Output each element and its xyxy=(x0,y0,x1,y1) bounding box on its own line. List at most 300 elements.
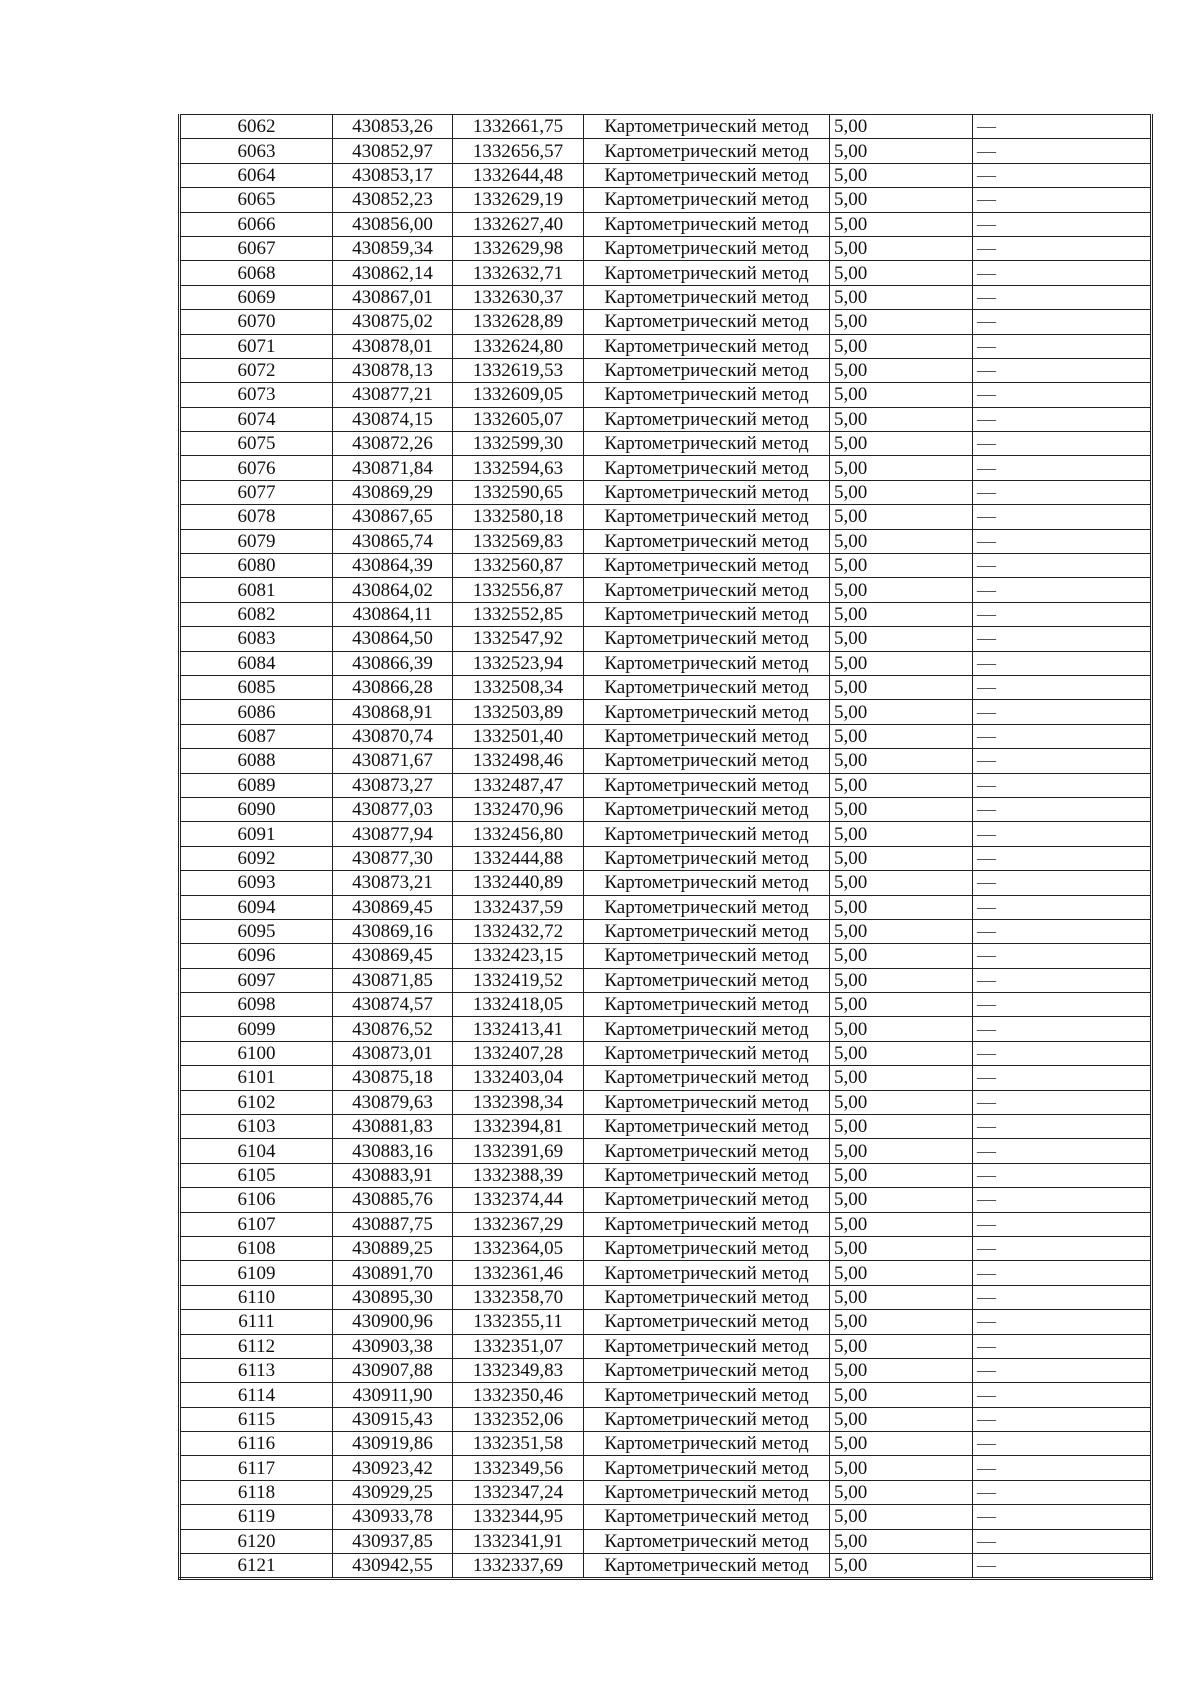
method-cell: Картометрический метод xyxy=(584,1456,830,1480)
y-coordinate-cell: 1332344,95 xyxy=(453,1505,584,1529)
point-number-cell: 6111 xyxy=(180,1310,333,1334)
note-cell: — xyxy=(973,163,1152,187)
x-coordinate-cell: 430887,75 xyxy=(333,1212,453,1236)
method-cell: Картометрический метод xyxy=(584,1115,830,1139)
point-number-cell: 6089 xyxy=(180,773,333,797)
method-cell: Картометрический метод xyxy=(584,1505,830,1529)
note-cell: — xyxy=(973,1188,1152,1212)
x-coordinate-cell: 430872,26 xyxy=(333,432,453,456)
method-cell: Картометрический метод xyxy=(584,139,830,163)
accuracy-cell: 5,00 xyxy=(830,212,973,236)
table-row xyxy=(180,139,1152,163)
note-cell: — xyxy=(973,1554,1152,1579)
x-coordinate-cell: 430864,39 xyxy=(333,554,453,578)
accuracy-cell: 5,00 xyxy=(830,236,973,260)
table-row xyxy=(180,1383,1152,1407)
y-coordinate-cell: 1332523,94 xyxy=(453,651,584,675)
table-row xyxy=(180,1066,1152,1090)
table-row xyxy=(180,1529,1152,1553)
y-coordinate-cell: 1332628,89 xyxy=(453,310,584,334)
point-number-cell: 6069 xyxy=(180,285,333,309)
y-coordinate-cell: 1332609,05 xyxy=(453,383,584,407)
point-number-cell: 6110 xyxy=(180,1285,333,1309)
y-coordinate-cell: 1332656,57 xyxy=(453,139,584,163)
table-row xyxy=(180,1456,1152,1480)
y-coordinate-cell: 1332661,75 xyxy=(453,115,584,139)
x-coordinate-cell: 430903,38 xyxy=(333,1334,453,1358)
accuracy-cell: 5,00 xyxy=(830,1432,973,1456)
x-coordinate-cell: 430877,94 xyxy=(333,822,453,846)
point-number-cell: 6068 xyxy=(180,261,333,285)
accuracy-cell: 5,00 xyxy=(830,578,973,602)
point-number-cell: 6066 xyxy=(180,212,333,236)
accuracy-cell: 5,00 xyxy=(830,846,973,870)
accuracy-cell: 5,00 xyxy=(830,1090,973,1114)
method-cell: Картометрический метод xyxy=(584,822,830,846)
note-cell: — xyxy=(973,627,1152,651)
note-cell: — xyxy=(973,407,1152,431)
accuracy-cell: 5,00 xyxy=(830,456,973,480)
coordinates-table-body xyxy=(180,115,1152,1579)
table-row xyxy=(180,1139,1152,1163)
method-cell: Картометрический метод xyxy=(584,1261,830,1285)
accuracy-cell: 5,00 xyxy=(830,115,973,139)
note-cell: — xyxy=(973,285,1152,309)
x-coordinate-cell: 430911,90 xyxy=(333,1383,453,1407)
point-number-cell: 6095 xyxy=(180,919,333,943)
point-number-cell: 6079 xyxy=(180,529,333,553)
x-coordinate-cell: 430856,00 xyxy=(333,212,453,236)
table-row xyxy=(180,773,1152,797)
y-coordinate-cell: 1332388,39 xyxy=(453,1163,584,1187)
table-row xyxy=(180,115,1152,139)
note-cell: — xyxy=(973,212,1152,236)
method-cell: Картометрический метод xyxy=(584,480,830,504)
table-row xyxy=(180,163,1152,187)
method-cell: Картометрический метод xyxy=(584,1017,830,1041)
point-number-cell: 6101 xyxy=(180,1066,333,1090)
method-cell: Картометрический метод xyxy=(584,432,830,456)
x-coordinate-cell: 430900,96 xyxy=(333,1310,453,1334)
x-coordinate-cell: 430867,65 xyxy=(333,505,453,529)
note-cell: — xyxy=(973,895,1152,919)
point-number-cell: 6096 xyxy=(180,944,333,968)
note-cell: — xyxy=(973,749,1152,773)
note-cell: — xyxy=(973,1236,1152,1260)
table-row xyxy=(180,1261,1152,1285)
x-coordinate-cell: 430933,78 xyxy=(333,1505,453,1529)
point-number-cell: 6108 xyxy=(180,1236,333,1260)
y-coordinate-cell: 1332432,72 xyxy=(453,919,584,943)
accuracy-cell: 5,00 xyxy=(830,529,973,553)
method-cell: Картометрический метод xyxy=(584,358,830,382)
y-coordinate-cell: 1332632,71 xyxy=(453,261,584,285)
note-cell: — xyxy=(973,115,1152,139)
accuracy-cell: 5,00 xyxy=(830,1456,973,1480)
y-coordinate-cell: 1332355,11 xyxy=(453,1310,584,1334)
x-coordinate-cell: 430883,16 xyxy=(333,1139,453,1163)
table-row xyxy=(180,968,1152,992)
method-cell: Картометрический метод xyxy=(584,188,830,212)
x-coordinate-cell: 430876,52 xyxy=(333,1017,453,1041)
point-number-cell: 6100 xyxy=(180,1041,333,1065)
accuracy-cell: 5,00 xyxy=(830,773,973,797)
x-coordinate-cell: 430864,02 xyxy=(333,578,453,602)
accuracy-cell: 5,00 xyxy=(830,675,973,699)
note-cell: — xyxy=(973,456,1152,480)
accuracy-cell: 5,00 xyxy=(830,1188,973,1212)
method-cell: Картометрический метод xyxy=(584,554,830,578)
point-number-cell: 6107 xyxy=(180,1212,333,1236)
accuracy-cell: 5,00 xyxy=(830,358,973,382)
y-coordinate-cell: 1332501,40 xyxy=(453,724,584,748)
x-coordinate-cell: 430862,14 xyxy=(333,261,453,285)
accuracy-cell: 5,00 xyxy=(830,1310,973,1334)
note-cell: — xyxy=(973,1310,1152,1334)
table-row xyxy=(180,1017,1152,1041)
method-cell: Картометрический метод xyxy=(584,1554,830,1579)
x-coordinate-cell: 430852,23 xyxy=(333,188,453,212)
note-cell: — xyxy=(973,968,1152,992)
x-coordinate-cell: 430852,97 xyxy=(333,139,453,163)
method-cell: Картометрический метод xyxy=(584,456,830,480)
point-number-cell: 6072 xyxy=(180,358,333,382)
note-cell: — xyxy=(973,846,1152,870)
x-coordinate-cell: 430881,83 xyxy=(333,1115,453,1139)
y-coordinate-cell: 1332630,37 xyxy=(453,285,584,309)
method-cell: Картометрический метод xyxy=(584,1041,830,1065)
table-row xyxy=(180,554,1152,578)
note-cell: — xyxy=(973,1139,1152,1163)
point-number-cell: 6113 xyxy=(180,1358,333,1382)
accuracy-cell: 5,00 xyxy=(830,1163,973,1187)
point-number-cell: 6073 xyxy=(180,383,333,407)
point-number-cell: 6115 xyxy=(180,1407,333,1431)
accuracy-cell: 5,00 xyxy=(830,432,973,456)
accuracy-cell: 5,00 xyxy=(830,383,973,407)
accuracy-cell: 5,00 xyxy=(830,554,973,578)
x-coordinate-cell: 430866,28 xyxy=(333,675,453,699)
accuracy-cell: 5,00 xyxy=(830,1261,973,1285)
accuracy-cell: 5,00 xyxy=(830,310,973,334)
point-number-cell: 6080 xyxy=(180,554,333,578)
accuracy-cell: 5,00 xyxy=(830,651,973,675)
x-coordinate-cell: 430942,55 xyxy=(333,1554,453,1579)
method-cell: Картометрический метод xyxy=(584,1285,830,1309)
table-row xyxy=(180,675,1152,699)
method-cell: Картометрический метод xyxy=(584,700,830,724)
table-row xyxy=(180,578,1152,602)
accuracy-cell: 5,00 xyxy=(830,822,973,846)
table-row xyxy=(180,797,1152,821)
method-cell: Картометрический метод xyxy=(584,993,830,1017)
x-coordinate-cell: 430891,70 xyxy=(333,1261,453,1285)
method-cell: Картометрический метод xyxy=(584,505,830,529)
accuracy-cell: 5,00 xyxy=(830,285,973,309)
x-coordinate-cell: 430853,26 xyxy=(333,115,453,139)
method-cell: Картометрический метод xyxy=(584,407,830,431)
note-cell: — xyxy=(973,797,1152,821)
y-coordinate-cell: 1332508,34 xyxy=(453,675,584,699)
note-cell: — xyxy=(973,310,1152,334)
x-coordinate-cell: 430867,01 xyxy=(333,285,453,309)
x-coordinate-cell: 430864,11 xyxy=(333,602,453,626)
y-coordinate-cell: 1332423,15 xyxy=(453,944,584,968)
method-cell: Картометрический метод xyxy=(584,310,830,334)
table-row xyxy=(180,1554,1152,1579)
note-cell: — xyxy=(973,236,1152,260)
x-coordinate-cell: 430923,42 xyxy=(333,1456,453,1480)
table-row xyxy=(180,505,1152,529)
method-cell: Картометрический метод xyxy=(584,115,830,139)
method-cell: Картометрический метод xyxy=(584,212,830,236)
x-coordinate-cell: 430864,50 xyxy=(333,627,453,651)
point-number-cell: 6086 xyxy=(180,700,333,724)
accuracy-cell: 5,00 xyxy=(830,1529,973,1553)
point-number-cell: 6119 xyxy=(180,1505,333,1529)
method-cell: Картометрический метод xyxy=(584,334,830,358)
method-cell: Картометрический метод xyxy=(584,749,830,773)
accuracy-cell: 5,00 xyxy=(830,163,973,187)
y-coordinate-cell: 1332407,28 xyxy=(453,1041,584,1065)
y-coordinate-cell: 1332437,59 xyxy=(453,895,584,919)
method-cell: Картометрический метод xyxy=(584,919,830,943)
note-cell: — xyxy=(973,1383,1152,1407)
accuracy-cell: 5,00 xyxy=(830,1041,973,1065)
y-coordinate-cell: 1332361,46 xyxy=(453,1261,584,1285)
table-row xyxy=(180,1115,1152,1139)
accuracy-cell: 5,00 xyxy=(830,480,973,504)
accuracy-cell: 5,00 xyxy=(830,1212,973,1236)
y-coordinate-cell: 1332605,07 xyxy=(453,407,584,431)
point-number-cell: 6084 xyxy=(180,651,333,675)
table-row xyxy=(180,334,1152,358)
table-row xyxy=(180,1212,1152,1236)
point-number-cell: 6102 xyxy=(180,1090,333,1114)
table-row xyxy=(180,383,1152,407)
table-row xyxy=(180,1432,1152,1456)
accuracy-cell: 5,00 xyxy=(830,1066,973,1090)
table-row xyxy=(180,1310,1152,1334)
accuracy-cell: 5,00 xyxy=(830,724,973,748)
table-row xyxy=(180,1358,1152,1382)
accuracy-cell: 5,00 xyxy=(830,895,973,919)
method-cell: Картометрический метод xyxy=(584,383,830,407)
note-cell: — xyxy=(973,1480,1152,1504)
accuracy-cell: 5,00 xyxy=(830,1407,973,1431)
y-coordinate-cell: 1332569,83 xyxy=(453,529,584,553)
table-row xyxy=(180,602,1152,626)
point-number-cell: 6088 xyxy=(180,749,333,773)
accuracy-cell: 5,00 xyxy=(830,968,973,992)
method-cell: Картометрический метод xyxy=(584,1212,830,1236)
method-cell: Картометрический метод xyxy=(584,944,830,968)
accuracy-cell: 5,00 xyxy=(830,407,973,431)
point-number-cell: 6062 xyxy=(180,115,333,139)
table-row xyxy=(180,1163,1152,1187)
method-cell: Картометрический метод xyxy=(584,1188,830,1212)
x-coordinate-cell: 430875,02 xyxy=(333,310,453,334)
note-cell: — xyxy=(973,358,1152,382)
y-coordinate-cell: 1332341,91 xyxy=(453,1529,584,1553)
x-coordinate-cell: 430937,85 xyxy=(333,1529,453,1553)
point-number-cell: 6077 xyxy=(180,480,333,504)
y-coordinate-cell: 1332629,19 xyxy=(453,188,584,212)
point-number-cell: 6121 xyxy=(180,1554,333,1579)
table-row xyxy=(180,846,1152,870)
table-row xyxy=(180,871,1152,895)
method-cell: Картометрический метод xyxy=(584,1383,830,1407)
x-coordinate-cell: 430875,18 xyxy=(333,1066,453,1090)
x-coordinate-cell: 430869,45 xyxy=(333,944,453,968)
y-coordinate-cell: 1332398,34 xyxy=(453,1090,584,1114)
note-cell: — xyxy=(973,1505,1152,1529)
note-cell: — xyxy=(973,554,1152,578)
y-coordinate-cell: 1332599,30 xyxy=(453,432,584,456)
y-coordinate-cell: 1332444,88 xyxy=(453,846,584,870)
method-cell: Картометрический метод xyxy=(584,846,830,870)
accuracy-cell: 5,00 xyxy=(830,871,973,895)
note-cell: — xyxy=(973,188,1152,212)
table-row xyxy=(180,407,1152,431)
note-cell: — xyxy=(973,1163,1152,1187)
method-cell: Картометрический метод xyxy=(584,627,830,651)
note-cell: — xyxy=(973,261,1152,285)
table-row xyxy=(180,1407,1152,1431)
table-row xyxy=(180,1236,1152,1260)
note-cell: — xyxy=(973,505,1152,529)
method-cell: Картометрический метод xyxy=(584,1090,830,1114)
y-coordinate-cell: 1332644,48 xyxy=(453,163,584,187)
x-coordinate-cell: 430869,29 xyxy=(333,480,453,504)
table-row xyxy=(180,480,1152,504)
method-cell: Картометрический метод xyxy=(584,871,830,895)
method-cell: Картометрический метод xyxy=(584,797,830,821)
point-number-cell: 6103 xyxy=(180,1115,333,1139)
note-cell: — xyxy=(973,1066,1152,1090)
y-coordinate-cell: 1332470,96 xyxy=(453,797,584,821)
method-cell: Картометрический метод xyxy=(584,1358,830,1382)
note-cell: — xyxy=(973,944,1152,968)
x-coordinate-cell: 430873,27 xyxy=(333,773,453,797)
x-coordinate-cell: 430878,01 xyxy=(333,334,453,358)
y-coordinate-cell: 1332413,41 xyxy=(453,1017,584,1041)
y-coordinate-cell: 1332374,44 xyxy=(453,1188,584,1212)
accuracy-cell: 5,00 xyxy=(830,1383,973,1407)
note-cell: — xyxy=(973,1432,1152,1456)
table-row xyxy=(180,1041,1152,1065)
accuracy-cell: 5,00 xyxy=(830,505,973,529)
table-row xyxy=(180,529,1152,553)
table-row xyxy=(180,1334,1152,1358)
x-coordinate-cell: 430865,74 xyxy=(333,529,453,553)
point-number-cell: 6109 xyxy=(180,1261,333,1285)
table-row xyxy=(180,285,1152,309)
y-coordinate-cell: 1332367,29 xyxy=(453,1212,584,1236)
method-cell: Картометрический метод xyxy=(584,1163,830,1187)
accuracy-cell: 5,00 xyxy=(830,188,973,212)
table-row xyxy=(180,895,1152,919)
method-cell: Картометрический метод xyxy=(584,651,830,675)
x-coordinate-cell: 430883,91 xyxy=(333,1163,453,1187)
accuracy-cell: 5,00 xyxy=(830,1505,973,1529)
table-row xyxy=(180,919,1152,943)
accuracy-cell: 5,00 xyxy=(830,334,973,358)
point-number-cell: 6082 xyxy=(180,602,333,626)
table-row xyxy=(180,456,1152,480)
coordinates-table xyxy=(178,114,1153,1580)
y-coordinate-cell: 1332349,56 xyxy=(453,1456,584,1480)
y-coordinate-cell: 1332503,89 xyxy=(453,700,584,724)
point-number-cell: 6112 xyxy=(180,1334,333,1358)
x-coordinate-cell: 430873,21 xyxy=(333,871,453,895)
method-cell: Картометрический метод xyxy=(584,285,830,309)
x-coordinate-cell: 430871,85 xyxy=(333,968,453,992)
table-row xyxy=(180,358,1152,382)
point-number-cell: 6118 xyxy=(180,1480,333,1504)
note-cell: — xyxy=(973,1041,1152,1065)
table-row xyxy=(180,236,1152,260)
point-number-cell: 6114 xyxy=(180,1383,333,1407)
accuracy-cell: 5,00 xyxy=(830,1285,973,1309)
y-coordinate-cell: 1332358,70 xyxy=(453,1285,584,1309)
table-row xyxy=(180,212,1152,236)
note-cell: — xyxy=(973,1212,1152,1236)
y-coordinate-cell: 1332560,87 xyxy=(453,554,584,578)
x-coordinate-cell: 430853,17 xyxy=(333,163,453,187)
point-number-cell: 6067 xyxy=(180,236,333,260)
point-number-cell: 6099 xyxy=(180,1017,333,1041)
note-cell: — xyxy=(973,651,1152,675)
x-coordinate-cell: 430907,88 xyxy=(333,1358,453,1382)
table-row xyxy=(180,627,1152,651)
table-row xyxy=(180,944,1152,968)
method-cell: Картометрический метод xyxy=(584,895,830,919)
accuracy-cell: 5,00 xyxy=(830,749,973,773)
note-cell: — xyxy=(973,675,1152,699)
y-coordinate-cell: 1332590,65 xyxy=(453,480,584,504)
note-cell: — xyxy=(973,1285,1152,1309)
y-coordinate-cell: 1332552,85 xyxy=(453,602,584,626)
y-coordinate-cell: 1332364,05 xyxy=(453,1236,584,1260)
method-cell: Картометрический метод xyxy=(584,1529,830,1553)
note-cell: — xyxy=(973,480,1152,504)
table-row xyxy=(180,749,1152,773)
accuracy-cell: 5,00 xyxy=(830,1139,973,1163)
x-coordinate-cell: 430868,91 xyxy=(333,700,453,724)
accuracy-cell: 5,00 xyxy=(830,1017,973,1041)
x-coordinate-cell: 430919,86 xyxy=(333,1432,453,1456)
note-cell: — xyxy=(973,871,1152,895)
table-row xyxy=(180,310,1152,334)
note-cell: — xyxy=(973,334,1152,358)
point-number-cell: 6117 xyxy=(180,1456,333,1480)
accuracy-cell: 5,00 xyxy=(830,139,973,163)
point-number-cell: 6078 xyxy=(180,505,333,529)
note-cell: — xyxy=(973,578,1152,602)
method-cell: Картометрический метод xyxy=(584,529,830,553)
note-cell: — xyxy=(973,1529,1152,1553)
y-coordinate-cell: 1332418,05 xyxy=(453,993,584,1017)
x-coordinate-cell: 430859,34 xyxy=(333,236,453,260)
point-number-cell: 6081 xyxy=(180,578,333,602)
method-cell: Картометрический метод xyxy=(584,675,830,699)
point-number-cell: 6071 xyxy=(180,334,333,358)
y-coordinate-cell: 1332337,69 xyxy=(453,1554,584,1579)
y-coordinate-cell: 1332580,18 xyxy=(453,505,584,529)
x-coordinate-cell: 430870,74 xyxy=(333,724,453,748)
accuracy-cell: 5,00 xyxy=(830,1554,973,1579)
